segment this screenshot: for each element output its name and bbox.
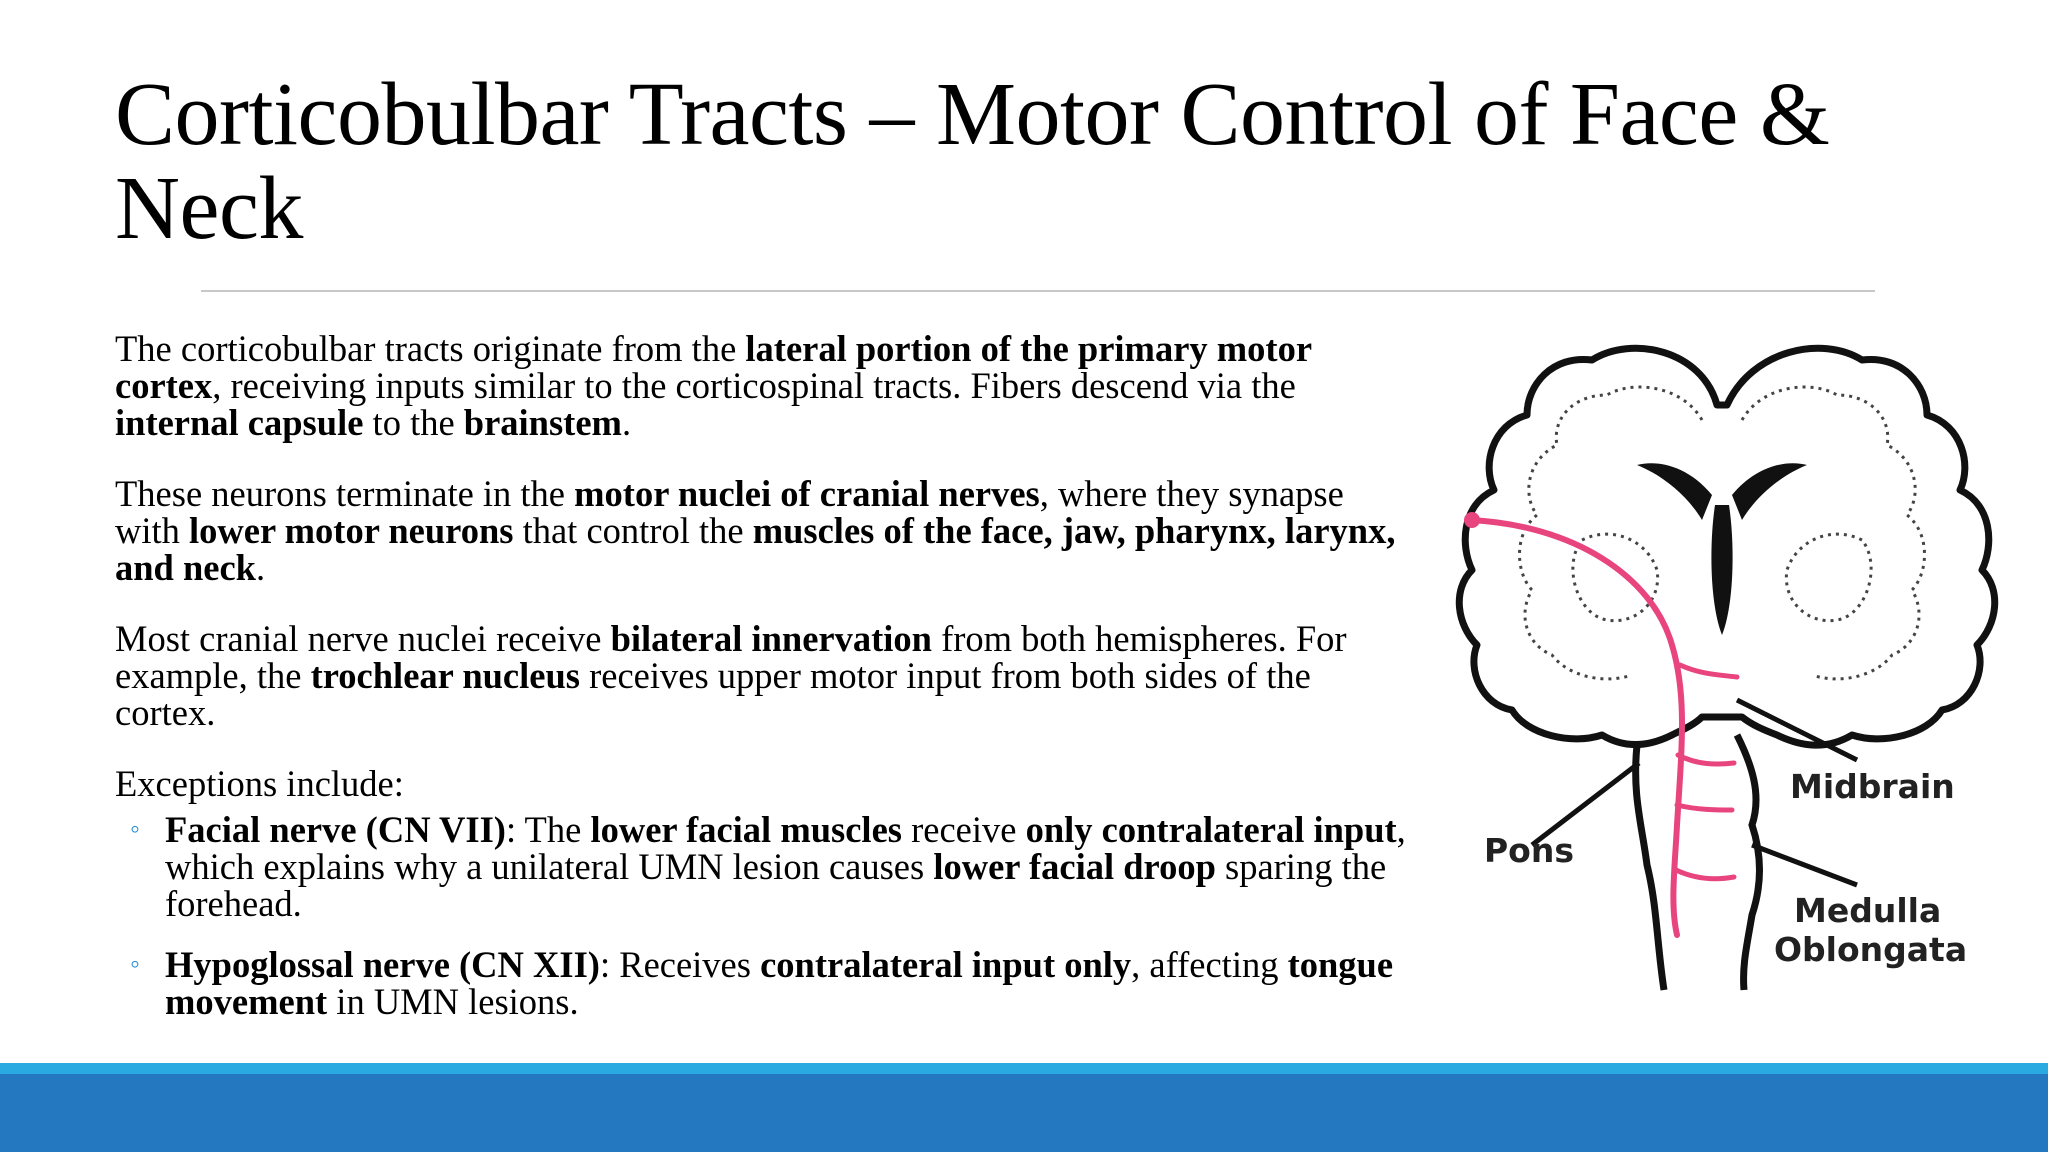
text-run: The corticobulbar tracts originate from the xyxy=(115,328,746,369)
text-run: receives upper motor input from both sides of the cortex. xyxy=(115,655,1311,733)
bullet-facial-nerve-text xyxy=(165,809,1406,924)
brainstem-outline-right xyxy=(1737,735,1760,990)
footer-accent-strip xyxy=(0,1063,2048,1074)
medulla-label-line1: Medulla xyxy=(1794,891,1942,930)
footer-bar xyxy=(0,1074,2048,1152)
bold-text-run: lower facial droop xyxy=(933,846,1216,887)
brain-diagram xyxy=(1432,325,2012,995)
bold-text-run: motor nuclei of cranial nerves xyxy=(574,473,1040,514)
bullet-marker: ◦ xyxy=(130,949,140,980)
text-run: sparing the forehead. xyxy=(165,846,1387,924)
paragraph-bilateral xyxy=(115,620,1415,731)
tract-branch-pons xyxy=(1678,755,1734,764)
text-run: , affecting xyxy=(1131,944,1288,985)
text-run: . xyxy=(621,402,632,443)
text-run: Most cranial nerve nuclei receive xyxy=(115,618,611,659)
text-run: : Receives xyxy=(599,944,761,985)
pons-label: Pons xyxy=(1484,831,1574,870)
title-divider xyxy=(201,290,1875,292)
midbrain-label: Midbrain xyxy=(1790,767,1955,806)
medulla-label-line2: Oblongata xyxy=(1774,930,1968,969)
exceptions-heading: Exceptions include: xyxy=(115,763,404,804)
paragraph-termination xyxy=(115,475,1415,586)
tract-origin-dot xyxy=(1464,512,1480,528)
bold-text-run: brainstem xyxy=(463,402,622,443)
bold-text-run: Hypoglossal nerve (CN XII) xyxy=(165,944,600,985)
bold-text-run: only contralateral input xyxy=(1025,809,1397,850)
medulla-pointer xyxy=(1752,845,1857,885)
text-run: receive xyxy=(901,809,1026,850)
bold-text-run: lower facial muscles xyxy=(590,809,902,850)
bold-text-run: internal capsule xyxy=(115,402,364,443)
bold-text-run: lateral portion of the primary motor cortex xyxy=(115,328,1312,406)
text-run: , which explains why a unilateral UMN lesion causes xyxy=(165,809,1406,887)
bullet-hypoglossal-nerve-text xyxy=(165,944,1393,1022)
bold-text-run: contralateral input only xyxy=(760,944,1132,985)
bullet-marker: ◦ xyxy=(130,814,140,845)
bold-text-run: bilateral innervation xyxy=(610,618,932,659)
slide-title: Corticobulbar Tracts – Motor Control of Face & Neck xyxy=(115,65,1830,258)
text-run: , where they synapse with xyxy=(115,473,1344,551)
text-run: : The xyxy=(505,809,591,850)
text-run: that control the xyxy=(513,510,753,551)
text-run: from both hemispheres. For example, the xyxy=(115,618,1347,696)
slide-body xyxy=(115,330,1415,1044)
bold-text-run: Facial nerve (CN VII) xyxy=(165,809,506,850)
bold-text-run: muscles of the face, jaw, pharynx, larynx, and neck xyxy=(115,510,1396,588)
brainstem-outline xyxy=(1636,745,1664,990)
bold-text-run: lower motor neurons xyxy=(189,510,514,551)
paragraph-origin xyxy=(115,330,1415,441)
exceptions-list xyxy=(115,811,1415,1020)
bold-text-run: tongue movement xyxy=(165,944,1394,1022)
bullet-hypoglossal-nerve xyxy=(115,946,1415,1020)
bold-text-run: trochlear nucleus xyxy=(310,655,580,696)
text-run: to the xyxy=(363,402,464,443)
text-run: These neurons terminate in the xyxy=(115,473,575,514)
text-run: . xyxy=(255,547,266,588)
tract-branch-pons-lower xyxy=(1677,805,1732,810)
bullet-facial-nerve xyxy=(115,811,1415,922)
text-run: in UMN lesions. xyxy=(327,981,579,1022)
tract-branch-medulla xyxy=(1676,870,1734,879)
text-run: , receiving inputs similar to the corticospinal tracts. Fibers descend via the xyxy=(212,365,1296,406)
